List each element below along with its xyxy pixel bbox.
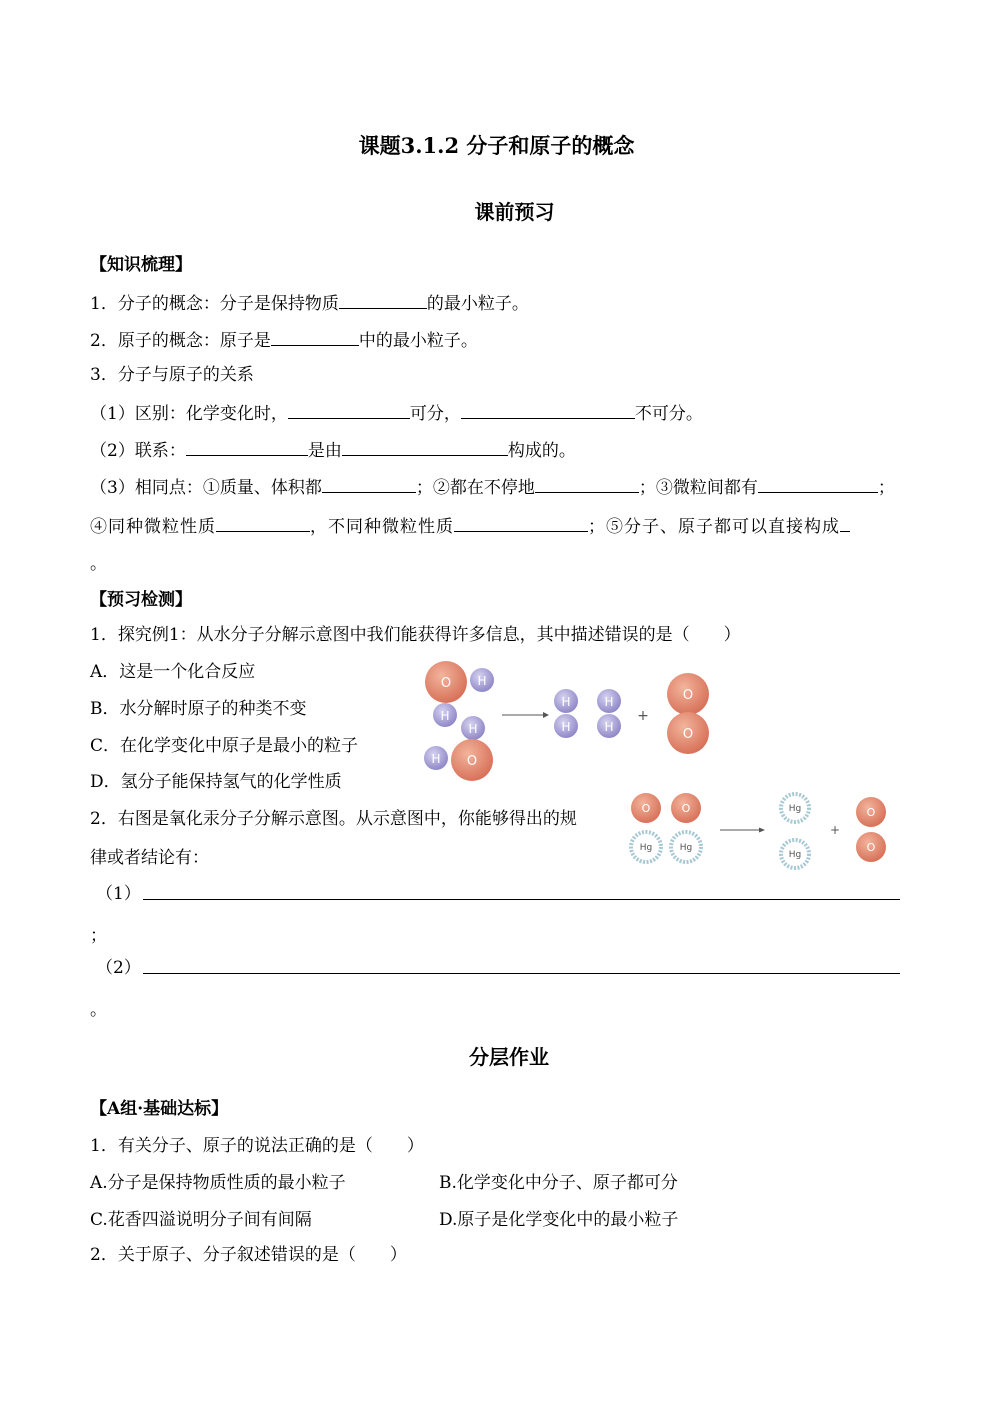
homework-heading: 分层作业 bbox=[469, 1045, 549, 1069]
atom-label: O bbox=[466, 754, 478, 769]
reaction-arrowhead bbox=[759, 828, 765, 833]
q3-3-text-f: ，不同种微粒性质 bbox=[310, 517, 454, 537]
check-q1-option-a[interactable]: A．这是一个化合反应 bbox=[90, 662, 256, 682]
answer-blank[interactable] bbox=[339, 290, 427, 309]
knowledge-q3: 3．分子与原子的关系 bbox=[90, 365, 254, 385]
check-q2-answer2-label: （2） bbox=[96, 958, 141, 978]
group-a-q1-option-b[interactable]: B.化学变化中分子、原子都可分 bbox=[439, 1173, 678, 1193]
group-a-q1-option-a[interactable]: A.分子是保持物质性质的最小粒子 bbox=[90, 1173, 346, 1193]
check-q1-option-c[interactable]: C．在化学变化中原子是最小的粒子 bbox=[90, 736, 359, 756]
answer-blank[interactable] bbox=[342, 437, 508, 456]
atom-label: O bbox=[681, 802, 691, 815]
group-a-q1: 1．有关分子、原子的说法正确的是（ ） bbox=[90, 1136, 424, 1156]
knowledge-q2 bbox=[90, 327, 478, 352]
answer-blank[interactable] bbox=[758, 474, 878, 493]
q1-text-end: 的最小粒子。 bbox=[426, 294, 529, 314]
atom-label: O bbox=[641, 802, 651, 815]
check-q2-answer2-end: 。 bbox=[90, 1000, 107, 1020]
atom-label: H bbox=[561, 720, 571, 734]
atom-label: H bbox=[468, 722, 478, 736]
check-q2-answer1-label: （1） bbox=[96, 884, 141, 904]
knowledge-q1 bbox=[90, 290, 529, 315]
check-q2-line2: 律或者结论有： bbox=[90, 848, 209, 868]
q3-3-text-e: ④同种微粒性质 bbox=[90, 517, 216, 537]
atom-label: H bbox=[561, 695, 571, 709]
atom-label: Hg bbox=[788, 850, 802, 860]
knowledge-q3-3 bbox=[90, 474, 895, 499]
q3-2-text: （2）联系： bbox=[90, 441, 186, 461]
atom-label: Hg bbox=[679, 843, 693, 853]
q3-3-text-c: ；③微粒间都有 bbox=[638, 478, 758, 498]
atom-label: H bbox=[477, 674, 487, 688]
plus-sign: + bbox=[829, 823, 841, 837]
q3-3-text-d: ； bbox=[877, 478, 895, 498]
knowledge-header: 【知识梳理】 bbox=[90, 255, 192, 275]
q2-text: 2．原子的概念：原子是 bbox=[90, 331, 271, 351]
knowledge-q3-3-cont bbox=[90, 513, 850, 538]
atom-label: H bbox=[431, 752, 441, 766]
check-header: 【预习检测】 bbox=[90, 590, 192, 610]
answer-blank[interactable] bbox=[216, 513, 310, 532]
answer-line-2[interactable] bbox=[143, 973, 900, 974]
q3-3-text-b: ；②都在不停地 bbox=[415, 478, 535, 498]
q3-3-text-g: ；⑤分子、原子都可以直接构成 bbox=[588, 517, 840, 537]
check-q2-answer1-end: ； bbox=[90, 926, 107, 946]
knowledge-q3-1 bbox=[90, 400, 703, 425]
preview-heading: 课前预习 bbox=[474, 200, 555, 224]
answer-line-1[interactable] bbox=[143, 899, 900, 900]
q3-2-text-b: 是由 bbox=[307, 441, 342, 461]
atom-label: H bbox=[604, 695, 614, 709]
answer-blank[interactable] bbox=[535, 474, 639, 493]
answer-blank[interactable] bbox=[322, 474, 416, 493]
atom-label: O bbox=[682, 727, 694, 742]
q1-text: 1．分子的概念：分子是保持物质 bbox=[90, 294, 339, 314]
q3-2-text-c: 构成的。 bbox=[507, 441, 576, 461]
group-a-header: 【A组·基础达标】 bbox=[90, 1099, 229, 1119]
q2-text-end: 中的最小粒子。 bbox=[358, 331, 478, 351]
check-q1-option-b[interactable]: B．水分解时原子的种类不变 bbox=[90, 699, 307, 719]
water-decomposition-diagram bbox=[415, 660, 715, 785]
atom-label: O bbox=[440, 676, 452, 691]
answer-blank[interactable] bbox=[271, 327, 359, 346]
plus-sign: + bbox=[637, 708, 649, 724]
atom-label: O bbox=[866, 841, 876, 854]
reaction-arrowhead bbox=[543, 712, 549, 718]
atom-label: Hg bbox=[788, 804, 802, 814]
page-title: 课题3.1.2 分子和原子的概念 bbox=[358, 133, 635, 158]
answer-blank[interactable] bbox=[186, 437, 308, 456]
atom-label: O bbox=[682, 688, 694, 703]
check-q2-line1: 2．右图是氧化汞分子分解示意图。从示意图中，你能够得出的规 bbox=[90, 809, 577, 829]
answer-blank[interactable] bbox=[454, 513, 588, 532]
atom-label: H bbox=[440, 709, 450, 723]
mercury-oxide-diagram bbox=[625, 788, 895, 878]
q3-3-text: （3）相同点：①质量、体积都 bbox=[90, 478, 322, 498]
answer-blank[interactable] bbox=[840, 513, 850, 532]
group-a-q2: 2．关于原子、分子叙述错误的是（ ） bbox=[90, 1245, 407, 1265]
q3-1-text-b: 可分， bbox=[409, 404, 461, 424]
atom-label: Hg bbox=[639, 843, 653, 853]
check-q1: 1．探究例1：从水分子分解示意图中我们能获得许多信息，其中描述错误的是（ ） bbox=[90, 625, 741, 645]
answer-blank[interactable] bbox=[288, 400, 410, 419]
check-q1-option-d[interactable]: D．氢分子能保持氢气的化学性质 bbox=[90, 772, 342, 792]
knowledge-q3-3-end: 。 bbox=[90, 554, 107, 574]
atom-label: O bbox=[866, 806, 876, 819]
q3-1-text: （1）区别：化学变化时， bbox=[90, 404, 288, 424]
group-a-q1-option-c[interactable]: C.花香四溢说明分子间有间隔 bbox=[90, 1210, 312, 1230]
atom-label: H bbox=[604, 720, 614, 734]
group-a-q1-option-d[interactable]: D.原子是化学变化中的最小粒子 bbox=[439, 1210, 679, 1230]
answer-blank[interactable] bbox=[461, 400, 635, 419]
q3-1-text-c: 不可分。 bbox=[634, 404, 703, 424]
knowledge-q3-2 bbox=[90, 437, 576, 462]
